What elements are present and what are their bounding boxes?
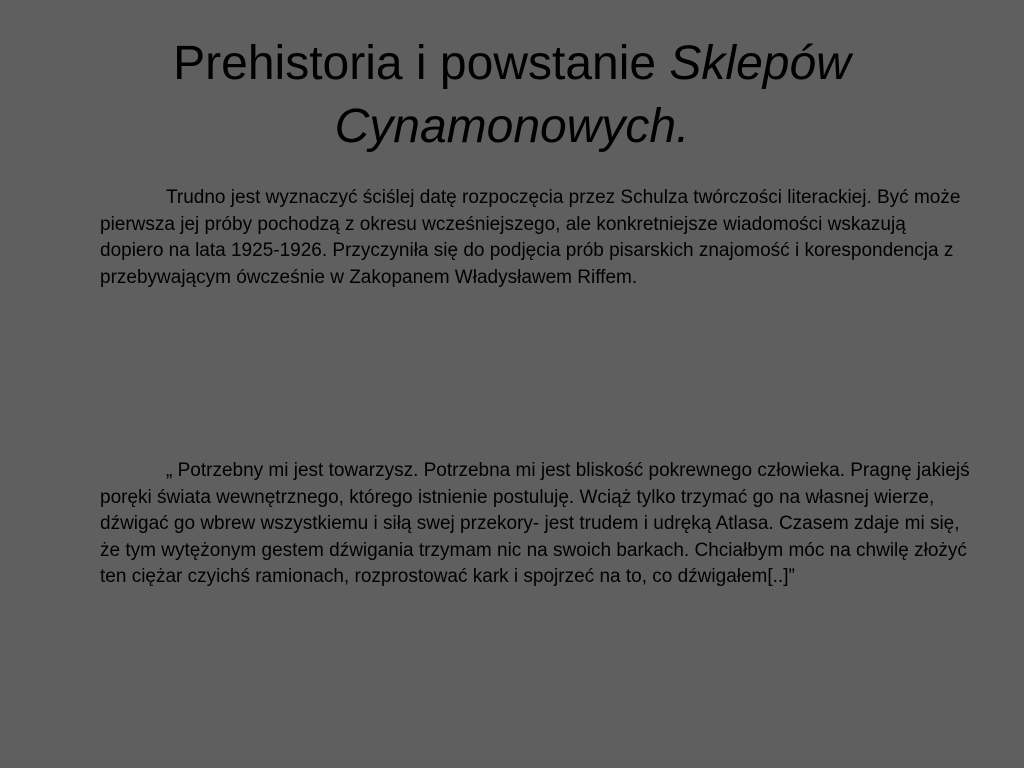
quote-paragraph: „ Potrzebny mi jest towarzysz. Potrzebna mi jest bliskość pokrewnego człowieka. Pragnę jakiejś poręki świata wewnętrznego, którego istnienie postuluję. Wciąż tylko trzymać go na własnej wierze, dźwigać go wbrew wszystkiemu i siłą swej przekory- jest trudem i udręką Atlasa. Czasem zdaje mi się, że tym wytężonym gestem dźwigania trzymam nic na swoich barkach. Chciałbym móc na chwilę złożyć ten ciężar czyichś ramionach, rozprostować kark i spojrzeć na to, co dźwigałem[..]” xyxy=(100,460,970,587)
intro-paragraph: Trudno jest wyznaczyć ściślej datę rozpoczęcia przez Schulza twórczości literackiej. Być może pierwsza jej próby pochodzą z okresu wcześniejszego, ale konkretniejsze wiadomości wskazują dopiero na lata 1925-1926. Przyczyniła się do podjęcia prób pisarskich znajomość i korespondencja z przebywającym ówcześnie w Zakopanem Władysławem Riffem. xyxy=(100,187,961,288)
slide-title xyxy=(60,32,964,158)
slide-title-main: Prehistoria i powstanie xyxy=(173,37,670,90)
slide-title-italic: Sklepów Cynamonowych. xyxy=(334,37,851,153)
